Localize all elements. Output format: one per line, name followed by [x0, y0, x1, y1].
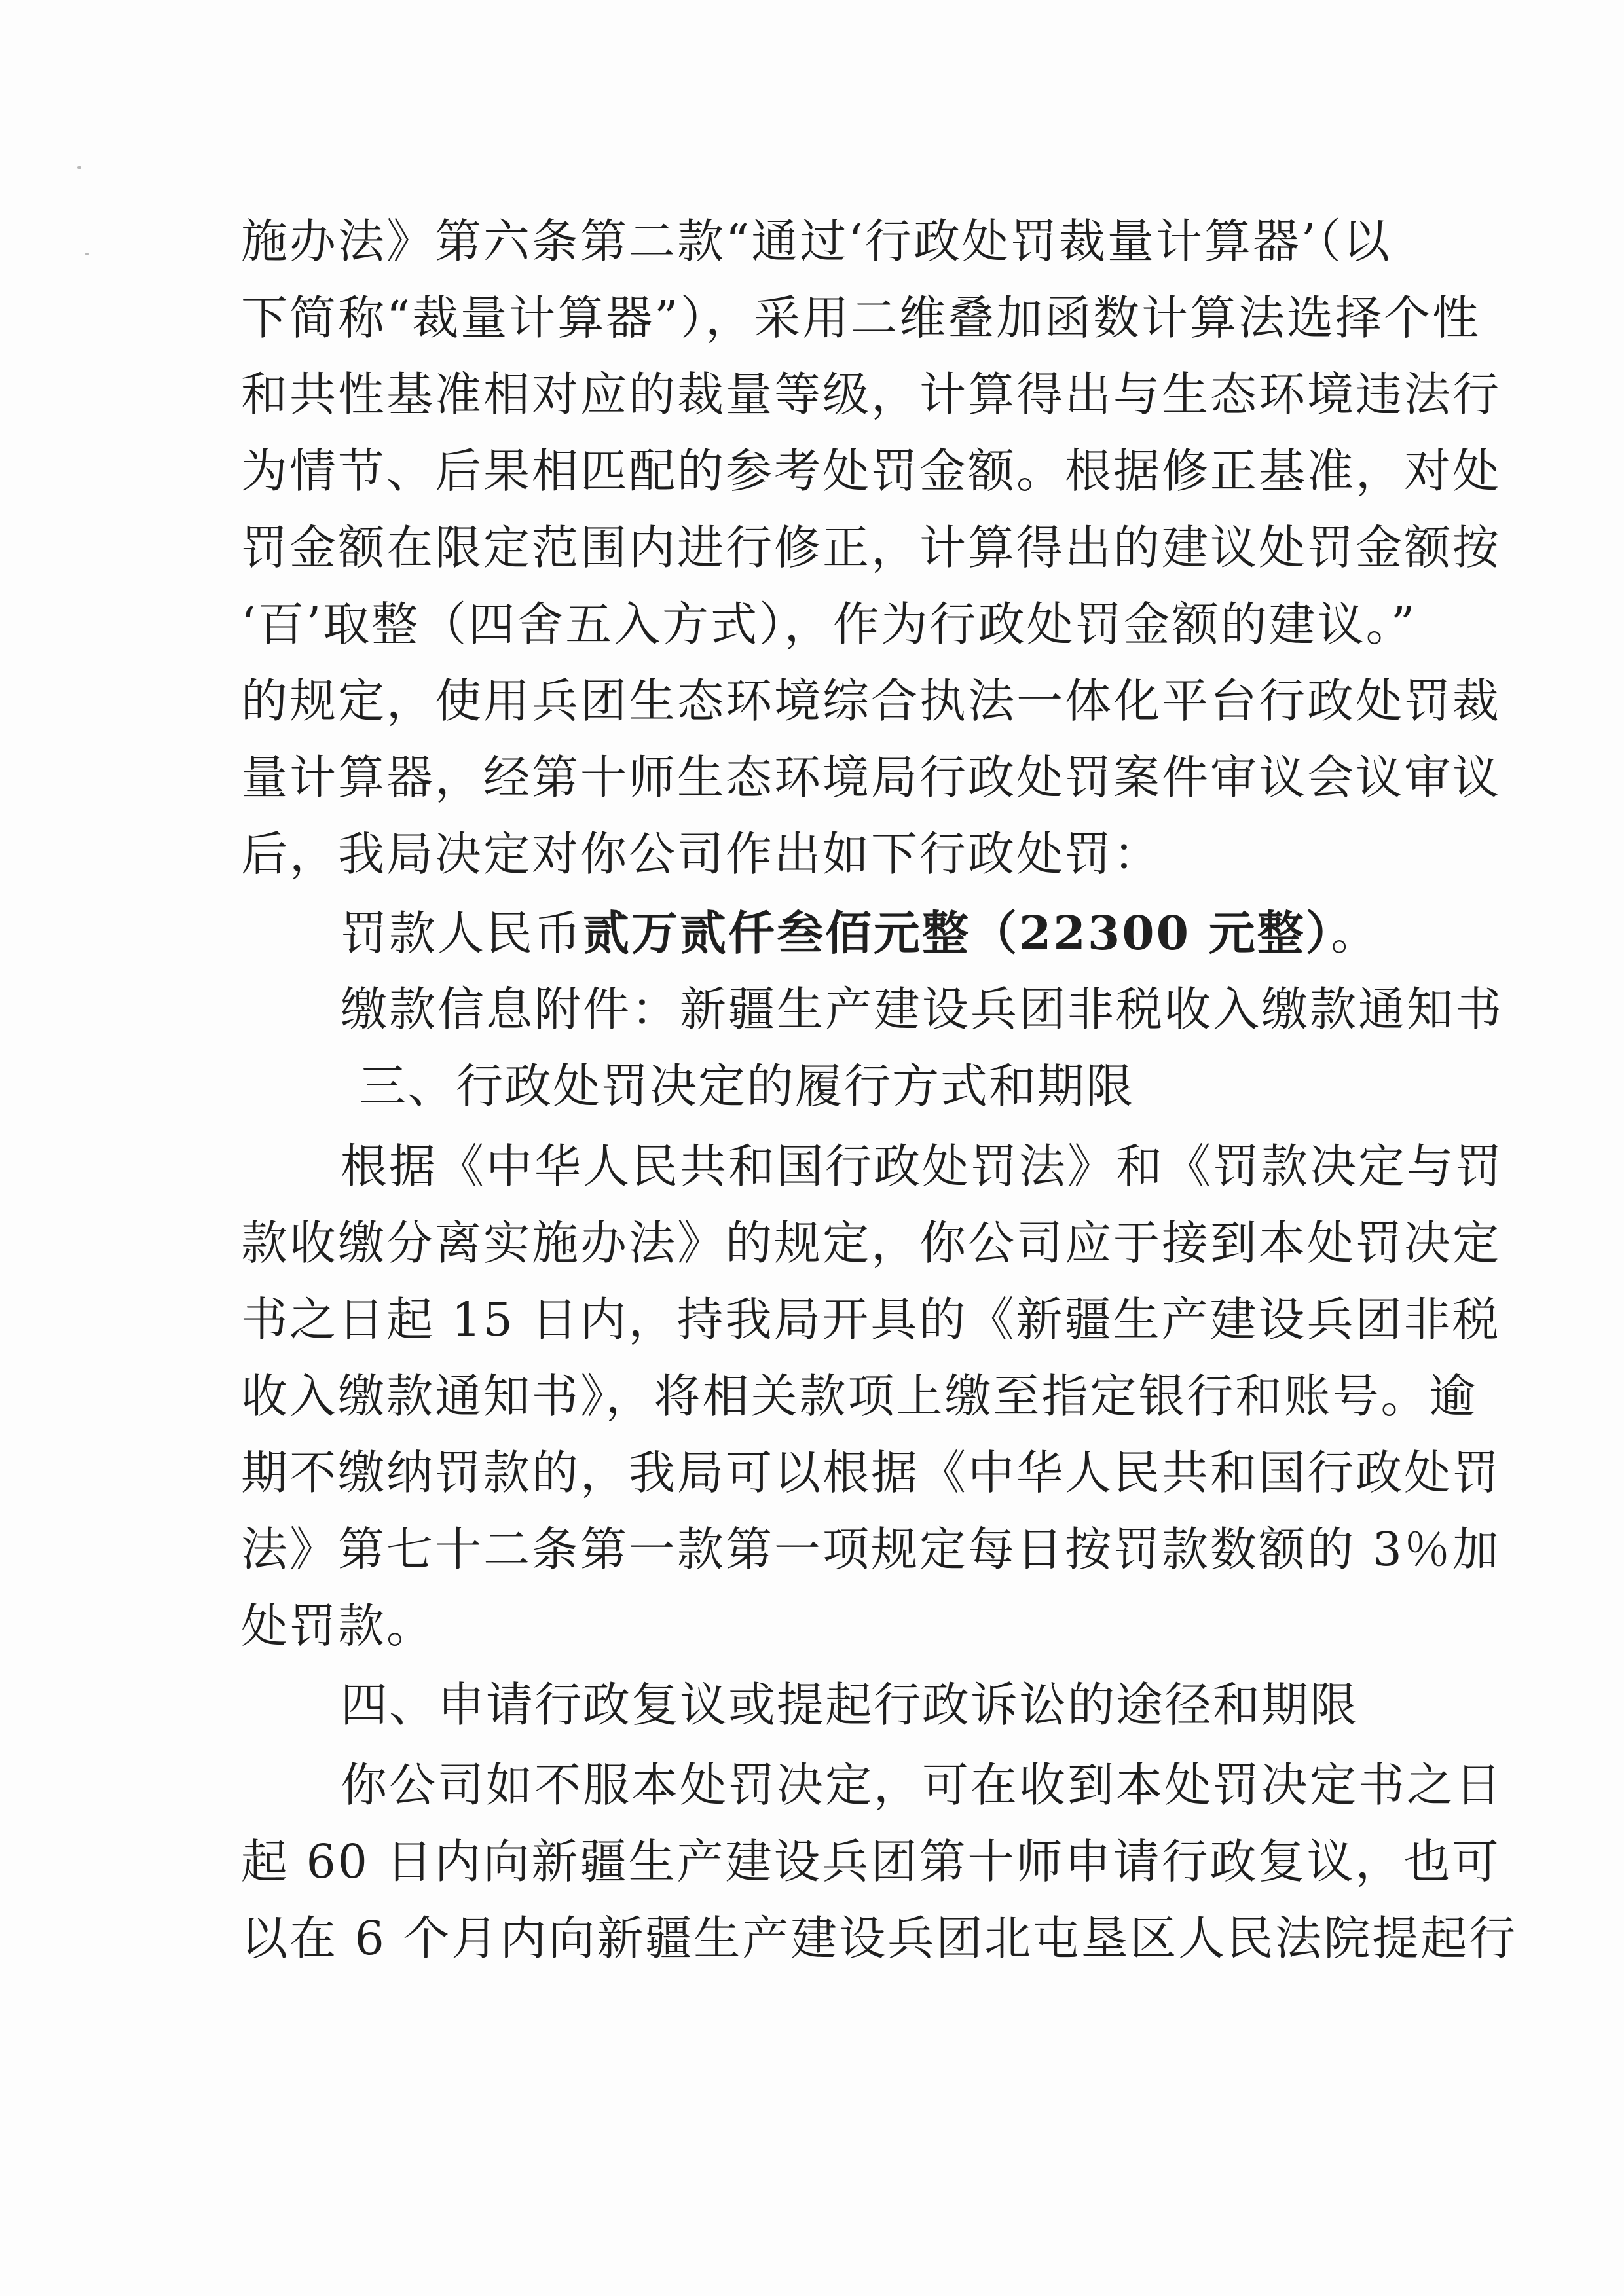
scan-speck [85, 253, 89, 255]
body-line: 法》第七十二条第一款第一项规定每日按罚款数额的 3％加 [241, 1522, 1501, 1576]
payment-info: 缴款信息附件：新疆生产建设兵团非税收入缴款通知书 [341, 982, 1504, 1036]
body-line: 以在 6 个月内向新疆生产建设兵团北屯垦区人民法院提起行 [241, 1911, 1518, 1965]
body-line: 收入缴款通知书》，将相关款项上缴至指定银行和账号。逾 [241, 1369, 1478, 1423]
body-line: 后，我局决定对你公司作出如下行政处罚： [241, 827, 1162, 881]
fine-line [341, 900, 1379, 966]
section-heading-3: 三、行政处罚决定的履行方式和期限 [359, 1059, 1135, 1114]
body-line: 的规定，使用兵团生态环境综合执法一体化平台行政处罚裁 [241, 674, 1502, 728]
body-line: 量计算器，经第十师生态环境局行政处罚案件审议会议审议 [241, 750, 1502, 805]
scan-speck [77, 166, 81, 169]
body-line: 处罚款。 [241, 1599, 435, 1653]
fine-suffix: 。 [1331, 906, 1380, 960]
body-line: 为情节、后果相匹配的参考处罚金额。根据修正基准，对处 [241, 444, 1502, 498]
body-line: 期不缴纳罚款的，我局可以根据《中华人民共和国行政处罚 [241, 1446, 1502, 1500]
body-line: 下简称“裁量计算器”），采用二维叠加函数计算法选择个性 [241, 291, 1481, 345]
body-line: 和共性基准相对应的裁量等级，计算得出与生态环境违法行 [241, 367, 1502, 422]
body-line: 款收缴分离实施办法》的规定，你公司应于接到本处罚决定 [241, 1216, 1502, 1270]
body-line: 根据《中华人民共和国行政处罚法》和《罚款决定与罚 [341, 1139, 1504, 1194]
body-line: 书之日起 15 日内，持我局开具的《新疆生产建设兵团非税 [241, 1292, 1501, 1347]
fine-prefix: 罚款人民币 [341, 906, 583, 960]
section-heading-4: 四、申请行政复议或提起行政诉讼的途径和期限 [341, 1677, 1359, 1732]
body-line: 罚金额在限定范围内进行修正，计算得出的建议处罚金额按 [241, 520, 1502, 575]
body-line: 施办法》第六条第二款“通过‘行政处罚裁量计算器’（以 [241, 214, 1392, 268]
body-line: ‘百’取整（四舍五入方式），作为行政处罚金额的建议。” [241, 597, 1417, 651]
fine-amount: 贰万贰仟叁佰元整（22300 元整） [583, 905, 1331, 960]
body-line: 起 60 日内向新疆生产建设兵团第十师申请行政复议，也可 [241, 1834, 1501, 1889]
body-line: 你公司如不服本处罚决定，可在收到本处罚决定书之日 [341, 1758, 1504, 1812]
